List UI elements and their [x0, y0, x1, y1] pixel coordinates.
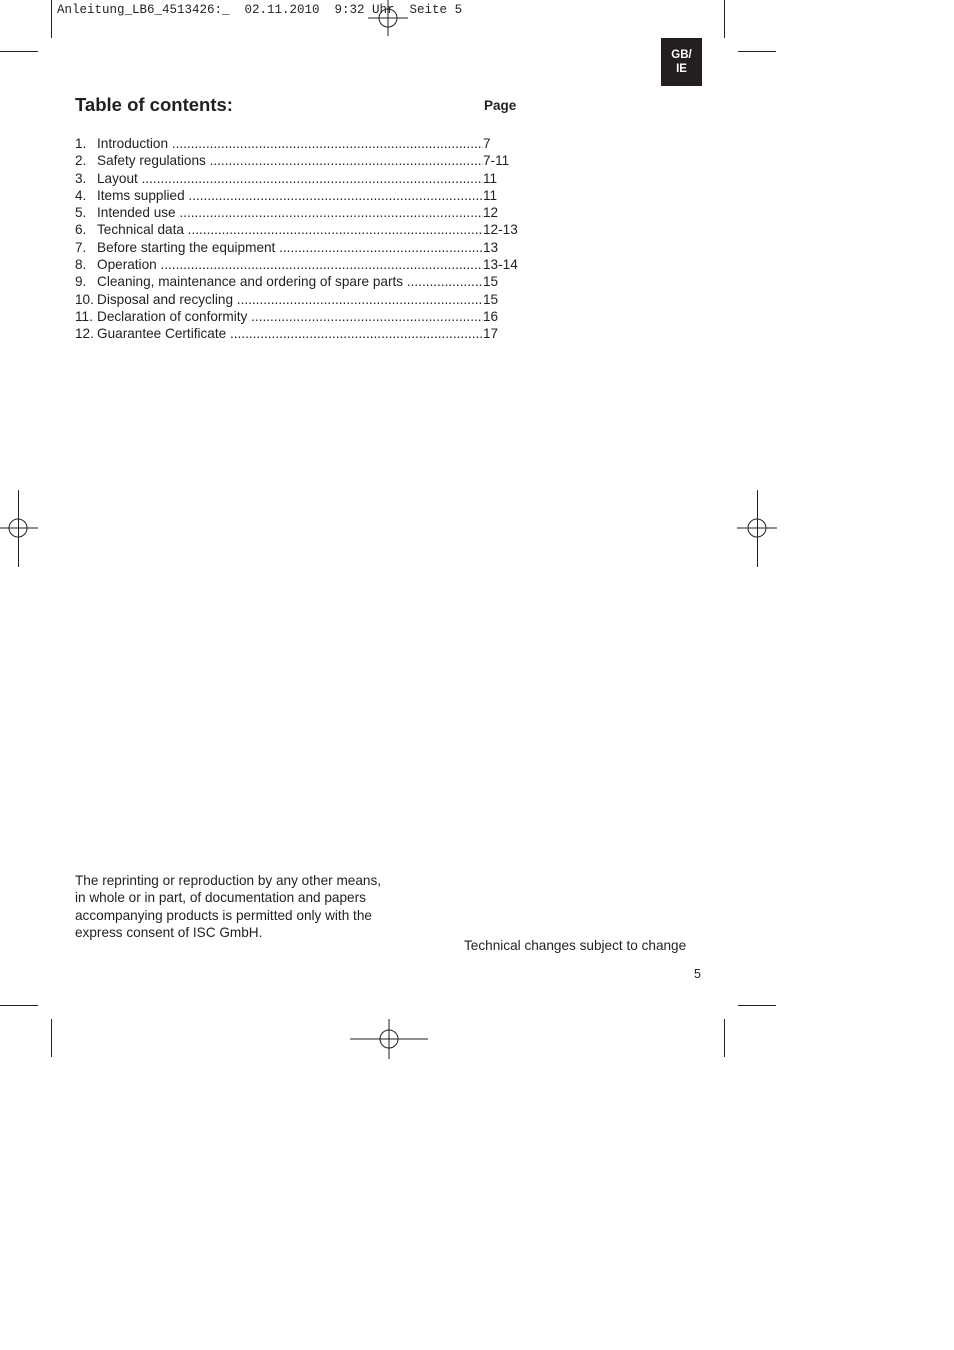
crop-mark-top-right-v: [724, 0, 725, 38]
page-number: 5: [694, 967, 701, 981]
toc-item-label: Intended use .....: [97, 204, 483, 221]
toc-item-page: 12: [483, 205, 499, 221]
toc-item-number: 10.: [75, 291, 94, 307]
toc-item-page: 12-13: [483, 222, 518, 238]
crop-mark-top-right-h: [738, 51, 776, 52]
toc-item-label: Items supplied .....: [97, 187, 483, 204]
toc-item-page: 16: [483, 308, 499, 324]
language-tab-line1: GB/: [671, 49, 692, 61]
crop-mark-top-left-v: [51, 0, 52, 38]
toc-item-number: 5.: [75, 205, 87, 221]
table-of-contents: [75, 135, 535, 343]
toc-item: [75, 221, 535, 238]
registration-mark-bottom-icon: [350, 1019, 428, 1059]
crop-mark-bottom-right-h: [738, 1005, 776, 1006]
technical-changes-note: Technical changes subject to change: [464, 938, 687, 953]
toc-item-label: Introduction .....: [97, 135, 483, 152]
toc-item: [75, 135, 535, 152]
toc-item-page: 13: [483, 239, 499, 255]
toc-item: [75, 152, 535, 169]
toc-item-label: Layout .....: [97, 170, 483, 187]
reprint-notice: The reprinting or reproduction by any other means, in whole or in part, of documentation and papers accompanying products is permitted only with the express consent of ISC GmbH.: [75, 873, 382, 940]
toc-item-page: 11: [483, 187, 498, 203]
toc-item-number: 7.: [75, 239, 87, 255]
language-tab-line2: IE: [676, 63, 687, 75]
toc-item: [75, 170, 535, 187]
toc-item: [75, 308, 535, 325]
toc-item-number: 12.: [75, 326, 94, 342]
toc-item-page: 15: [483, 291, 499, 307]
toc-item-number: 8.: [75, 257, 87, 273]
registration-mark-top-icon: [368, 0, 408, 40]
toc-item-page: 17: [483, 326, 499, 342]
crop-mark-top-left-h: [0, 51, 38, 52]
toc-item-page: 15: [483, 274, 499, 290]
toc-item-label: Technical data .....: [97, 221, 483, 238]
toc-item-label: Guarantee Certificate .....: [97, 325, 483, 342]
toc-item: [75, 187, 535, 204]
toc-item-label: Safety regulations .....: [97, 152, 483, 169]
crop-mark-bottom-right-v: [724, 1019, 725, 1057]
toc-item-number: 2.: [75, 153, 87, 169]
registration-mark-right-icon: [737, 508, 777, 548]
toc-item-number: 3.: [75, 170, 87, 186]
toc-item-page: 11: [483, 170, 498, 186]
toc-item-label: Declaration of conformity .....: [97, 308, 483, 325]
crop-mark-bottom-left-v: [51, 1019, 52, 1057]
toc-title: Table of contents:: [75, 94, 233, 115]
crop-mark-bottom-left-h: [0, 1005, 38, 1006]
toc-item-number: 4.: [75, 187, 87, 203]
toc-item: [75, 273, 535, 290]
toc-item-number: 11.: [75, 308, 93, 324]
language-tab: [661, 38, 702, 86]
toc-item: [75, 204, 535, 221]
toc-item-label: Disposal and recycling .....: [97, 291, 483, 308]
print-slug: Anleitung_LB6_4513426:_ 02.11.2010 9:32 Uhr Seite 5: [57, 3, 463, 17]
toc-item-number: 6.: [75, 222, 87, 238]
registration-mark-left-icon: [0, 508, 38, 548]
toc-item: [75, 239, 535, 256]
toc-item-page: 13-14: [483, 257, 518, 273]
toc-page-header: Page: [484, 98, 517, 113]
toc-item-label: Operation .....: [97, 256, 483, 273]
toc-item-page: 7: [483, 136, 491, 151]
toc-item-page: 7-11: [483, 153, 510, 169]
toc-item-number: 9.: [75, 274, 87, 290]
toc-item: [75, 325, 535, 342]
toc-item: [75, 291, 535, 308]
toc-item-number: 1.: [75, 136, 87, 151]
toc-item-label: Before starting the equipment .....: [97, 239, 483, 256]
toc-item: [75, 256, 535, 273]
toc-item-label: Cleaning, maintenance and ordering of spare parts .....: [97, 273, 483, 290]
